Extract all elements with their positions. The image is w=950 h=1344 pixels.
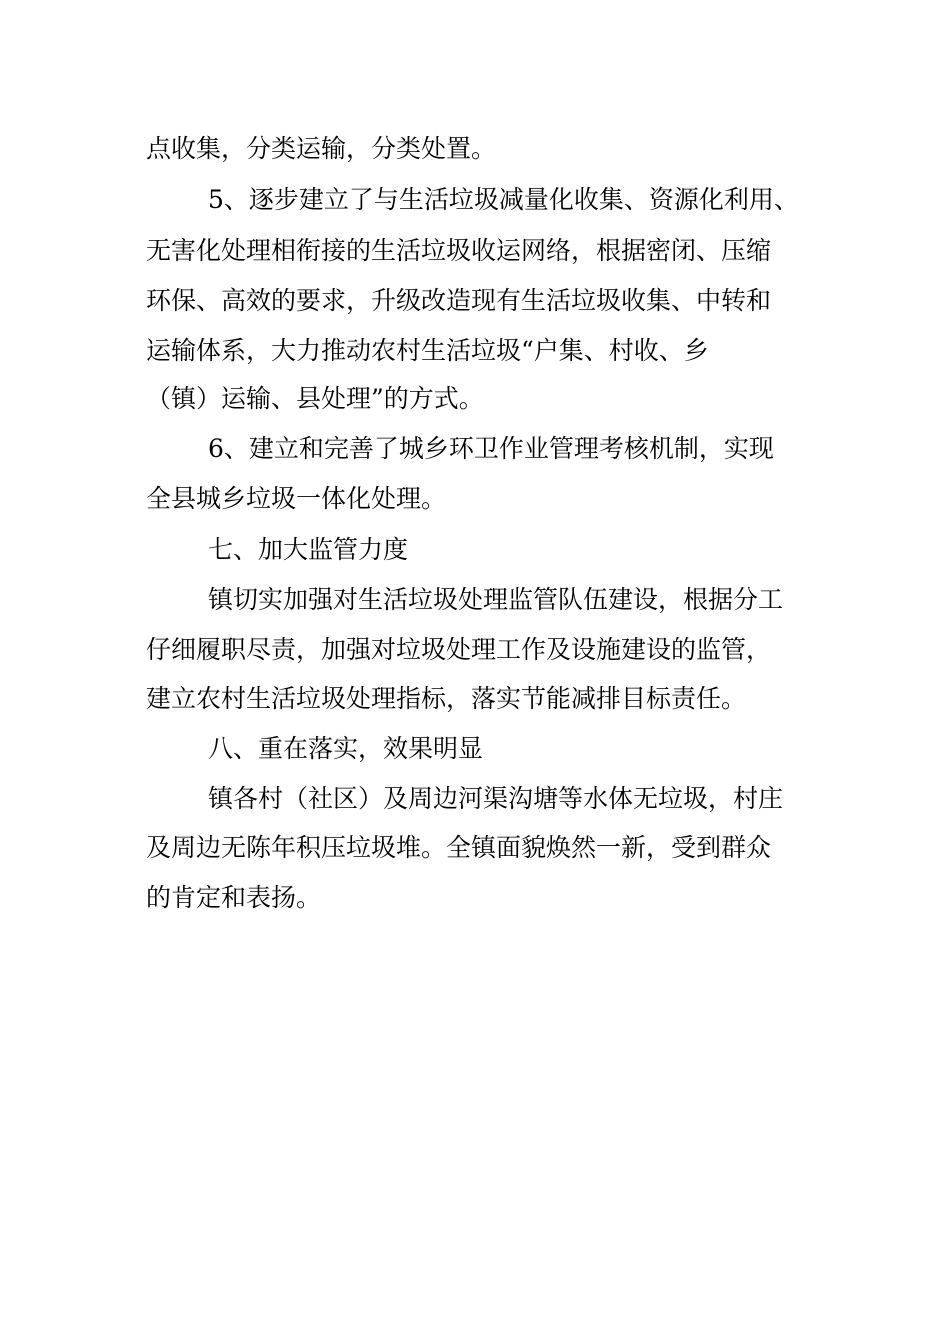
paragraph-line: 全县城乡垃圾一体化处理。 xyxy=(146,484,447,513)
section-heading: 七、加大监管力度 xyxy=(208,535,409,564)
paragraph-line: 6、建立和完善了城乡环卫作业管理考核机制，实现 xyxy=(208,434,774,463)
paragraph-line: 的肯定和表扬。 xyxy=(146,883,322,912)
paragraph-line: 环保、高效的要求，升级改造现有生活垃圾收集、中转和 xyxy=(146,286,772,315)
paragraph-line: （镇）运输、县处理”的方式。 xyxy=(146,384,484,413)
paragraph-line: 仔细履职尽责，加强对垃圾处理工作及设施建设的监管， xyxy=(146,635,772,664)
section-heading: 八、重在落实，效果明显 xyxy=(208,734,484,763)
paragraph-line: 及周边无陈年积压垃圾堆。全镇面貌焕然一新，受到群众 xyxy=(146,833,772,862)
paragraph-line: 建立农村生活垃圾处理指标，落实节能减排目标责任。 xyxy=(146,684,747,713)
paragraph-line: 镇切实加强对生活垃圾处理监管队伍建设，根据分工 xyxy=(208,585,784,614)
paragraph-line: 运输体系，大力推动农村生活垃圾“户集、村收、乡 xyxy=(146,336,709,365)
paragraph-line: 镇各村（社区）及周边河渠沟塘等水体无垃圾，村庄 xyxy=(208,784,784,813)
paragraph-line: 点收集，分类运输，分类处置。 xyxy=(146,134,497,163)
paragraph-line: 无害化处理相衔接的生活垃圾收运网络，根据密闭、压缩 xyxy=(146,236,772,265)
paragraph-line: 5、逐步建立了与生活垃圾减量化收集、资源化利用、 xyxy=(208,185,799,214)
